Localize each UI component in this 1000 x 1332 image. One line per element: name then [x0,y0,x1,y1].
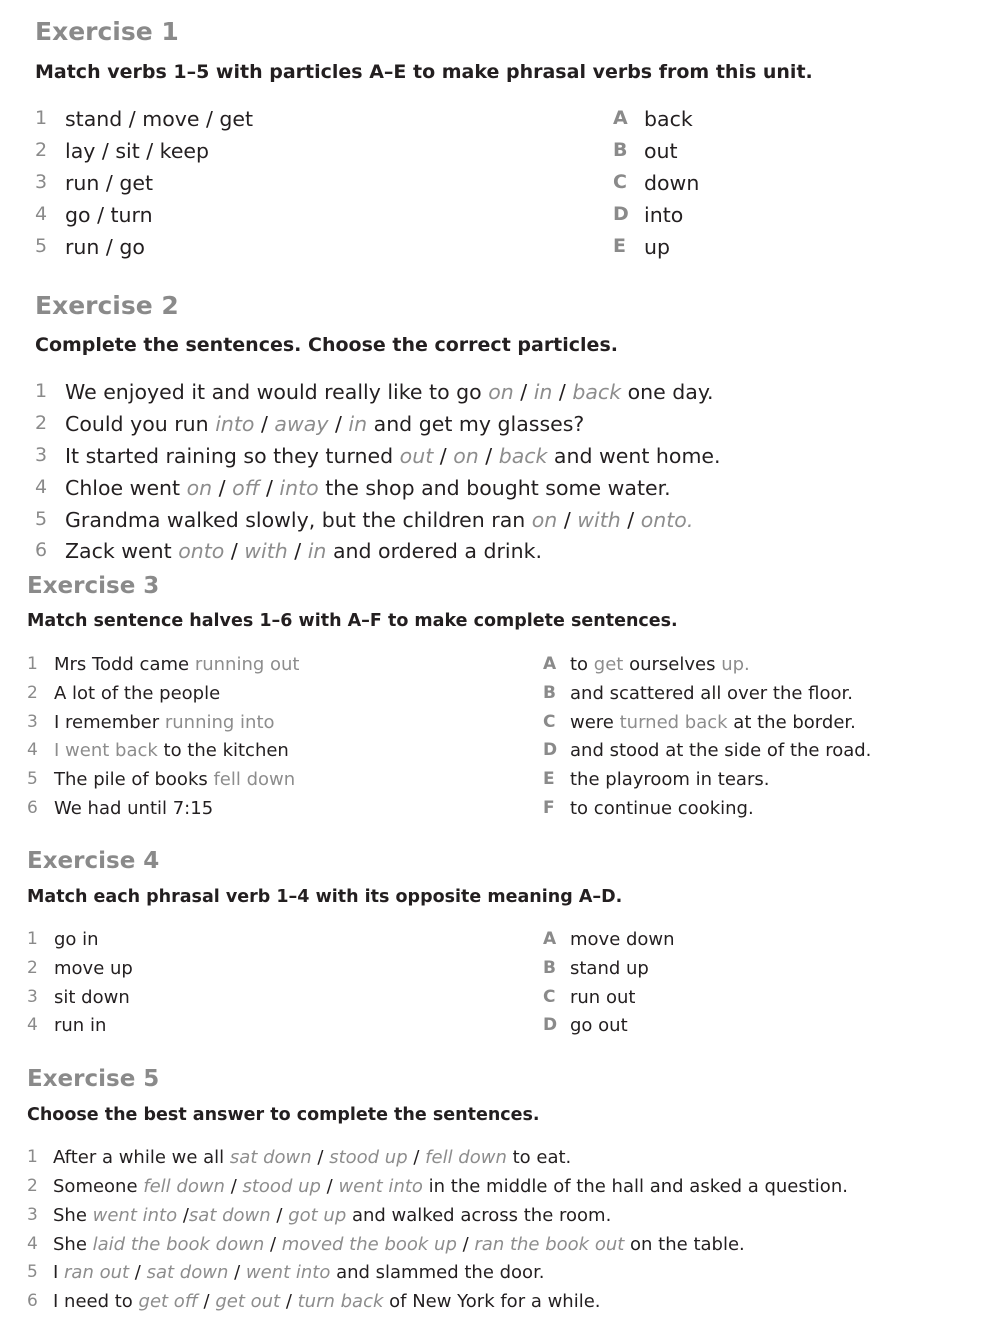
text-run: to [570,654,594,675]
text-run: / [513,380,534,404]
text-run: The pile of books [54,769,214,790]
text-run: She [53,1234,93,1255]
text-run: It started raining so they turned [65,444,400,468]
item-number: 5 [27,1262,38,1282]
exercise-instruction: Choose the best answer to complete the sentences. [27,1105,540,1125]
item-text: into [644,203,684,227]
text-run: Someone [53,1176,144,1197]
item-number: 5 [27,769,38,789]
choice-option: fell down [143,1176,225,1197]
text-run: and slammed the door. [330,1262,545,1283]
text-run: at the border. [727,712,856,733]
choice-option: in [307,539,327,563]
text-run: She [53,1205,93,1226]
choice-option: turn back [297,1291,384,1312]
text-run: to eat. [506,1147,572,1168]
choice-option: went into [245,1262,331,1283]
sentence [65,476,671,500]
choice-option: away [274,412,329,436]
text-run: / [557,508,578,532]
item-number: 1 [35,380,48,402]
sentence [65,412,584,436]
item-number: 1 [35,107,48,129]
choice-option: get out [215,1291,281,1312]
choice-option: with [577,508,621,532]
choice-option: onto. [640,508,694,532]
text-run: After a while we all [53,1147,230,1168]
choice-option: stood up [329,1147,408,1168]
text-run: / [270,1205,289,1226]
text-run: / [620,508,641,532]
item-text: lay / sit / keep [65,139,210,163]
item-number: 4 [35,476,48,498]
text-run: / [129,1262,147,1283]
choice-option: up. [721,654,750,675]
item-text: move up [54,958,133,979]
item-letter: D [543,1015,558,1035]
choice-option: turned back [619,712,728,733]
text-run: / [320,1176,339,1197]
item-number: 2 [35,412,48,434]
choice-option: running out [194,654,300,675]
item-number: 4 [27,740,38,760]
item-number: 6 [35,539,48,561]
text-run: and get my glasses? [367,412,585,436]
choice-option: on [453,444,479,468]
choice-option: with [244,539,288,563]
item-number: 2 [35,139,48,161]
text-run: A lot of the people [54,683,221,704]
text-run: / [224,1176,243,1197]
item-letter: E [543,769,555,789]
choice-option: into [279,476,319,500]
choice-option: onto [178,539,225,563]
item-text: down [644,171,700,195]
item-number: 3 [27,1205,38,1225]
text-run: Mrs Todd came [54,654,195,675]
text-run: / [228,1262,246,1283]
text-run: / [328,412,349,436]
choice-option: ran the book out [474,1234,625,1255]
text-run: I [53,1262,65,1283]
text-run: to continue cooking. [570,798,754,819]
sentence [53,1291,601,1312]
item-number: 3 [27,712,38,732]
item-letter: F [543,798,555,818]
sentence-half [570,654,750,675]
text-run: Chloe went [65,476,187,500]
sentence-half [54,683,220,704]
item-number: 1 [27,654,38,674]
item-letter: A [613,107,628,129]
item-text: run in [54,1015,107,1036]
choice-option: I went back [54,740,158,761]
item-number: 4 [35,203,48,225]
item-number: 2 [27,958,38,978]
sentence [65,539,542,563]
item-text: sit down [54,987,130,1008]
text-run: / [433,444,454,468]
item-letter: B [613,139,628,161]
text-run: Could you run [65,412,216,436]
item-number: 5 [35,508,48,530]
choice-option: get [593,654,624,675]
item-number: 6 [27,798,38,818]
text-run: and ordered a drink. [326,539,542,563]
exercise-title: Exercise 1 [35,17,179,46]
choice-option: laid the book down [92,1234,265,1255]
item-letter: A [543,654,557,674]
item-text: run out [570,987,636,1008]
text-run: of New York for a while. [383,1291,601,1312]
sentence-half [570,740,871,761]
sentence [53,1262,545,1283]
item-letter: D [543,740,558,760]
sentence [53,1176,848,1197]
text-run: / [212,476,233,500]
item-letter: C [543,712,556,732]
sentence [53,1147,571,1168]
item-number: 3 [27,987,38,1007]
sentence [65,444,721,468]
item-text: go / turn [65,203,153,227]
choice-option: ran out [64,1262,130,1283]
choice-option: on [186,476,213,500]
text-run: / [224,539,245,563]
text-run: and went home. [547,444,721,468]
item-number: 3 [35,171,48,193]
text-run: / [177,1205,189,1226]
choice-option: in [348,412,368,436]
text-run: We had until 7:15 [54,798,214,819]
item-number: 2 [27,1176,38,1196]
item-number: 3 [35,444,48,466]
item-text: up [644,235,671,259]
sentence-half [570,798,754,819]
text-run: / [254,412,275,436]
sentence [53,1234,745,1255]
item-number: 4 [27,1234,38,1254]
text-run: / [407,1147,426,1168]
item-text: go in [54,929,99,950]
item-text: run / get [65,171,154,195]
exercise-instruction: Match verbs 1–5 with particles A–E to make phrasal verbs from this unit. [35,61,813,83]
sentence-half [54,740,289,761]
item-number: 4 [27,1015,38,1035]
item-text: go out [570,1015,628,1036]
item-text: move down [570,929,675,950]
sentence-half [570,712,856,733]
text-run: I need to [53,1291,139,1312]
choice-option: on [488,380,514,404]
text-run: and stood at the side of the road. [570,740,872,761]
choice-option: on [531,508,558,532]
item-letter: A [543,929,557,949]
choice-option: sat down [146,1262,229,1283]
text-run: / [280,1291,298,1312]
text-run: in the middle of the hall and asked a question. [422,1176,848,1197]
sentence [65,508,693,532]
item-letter: E [613,235,626,257]
sentence-half [54,712,275,733]
text-run: on the table. [624,1234,745,1255]
text-run: the shop and bought some water. [318,476,671,500]
item-letter: B [543,958,556,978]
choice-option: fell down [425,1147,507,1168]
exercise-instruction: Match sentence halves 1–6 with A–F to make complete sentences. [27,611,678,631]
sentence-half [570,683,853,704]
item-letter: B [543,683,556,703]
item-text: out [644,139,678,163]
choice-option: fell down [213,769,296,790]
choice-option: get off [138,1291,198,1312]
text-run: and walked across the room. [346,1205,612,1226]
exercise-title: Exercise 5 [27,1066,160,1092]
text-run: were [570,712,620,733]
sentence-half [54,769,295,790]
text-run: to the kitchen [157,740,289,761]
text-run: We enjoyed it and would really like to go [65,380,489,404]
item-number: 5 [35,235,48,257]
text-run: the playroom in tears. [570,769,770,790]
sentence [53,1205,611,1226]
choice-option: went into [338,1176,423,1197]
item-text: back [644,107,693,131]
text-run: one day. [621,380,714,404]
sentence-half [54,654,299,675]
choice-option: off [232,476,260,500]
text-run: / [552,380,573,404]
exercise-instruction: Complete the sentences. Choose the correct particles. [35,334,618,356]
exercise-title: Exercise 3 [27,573,160,599]
text-run: / [311,1147,330,1168]
item-letter: C [613,171,627,193]
choice-option: sat down [229,1147,312,1168]
choice-option: went into [92,1205,178,1226]
text-run: and scattered all over the floor. [570,683,854,704]
sentence [65,380,714,404]
text-run: Grandma walked slowly, but the children ran [65,508,532,532]
item-text: stand / move / get [65,107,254,131]
item-number: 6 [27,1291,38,1311]
item-number: 2 [27,683,38,703]
item-number: 1 [27,1147,38,1167]
choice-option: back [498,444,548,468]
choice-option: stood up [242,1176,321,1197]
sentence-half [570,769,769,790]
text-run: / [478,444,499,468]
text-run: / [287,539,308,563]
sentence-half [54,798,213,819]
choice-option: moved the book up [281,1234,457,1255]
text-run: Zack went [65,539,179,563]
item-letter: C [543,987,556,1007]
choice-option: into [215,412,255,436]
item-text: stand up [570,958,649,979]
exercise-title: Exercise 2 [35,291,179,320]
choice-option: in [533,380,553,404]
choice-option: sat down [188,1205,271,1226]
text-run: ourselves [623,654,722,675]
text-run: / [259,476,280,500]
choice-option: got up [288,1205,347,1226]
text-run: / [456,1234,475,1255]
choice-option: out [399,444,434,468]
choice-option: running into [164,712,275,733]
exercise-instruction: Match each phrasal verb 1–4 with its opposite meaning A–D. [27,887,623,907]
text-run: / [197,1291,216,1312]
item-text: run / go [65,235,145,259]
exercise-title: Exercise 4 [27,848,160,874]
choice-option: back [572,380,622,404]
text-run: I remember [54,712,165,733]
item-letter: D [613,203,629,225]
text-run: / [264,1234,282,1255]
item-number: 1 [27,929,38,949]
